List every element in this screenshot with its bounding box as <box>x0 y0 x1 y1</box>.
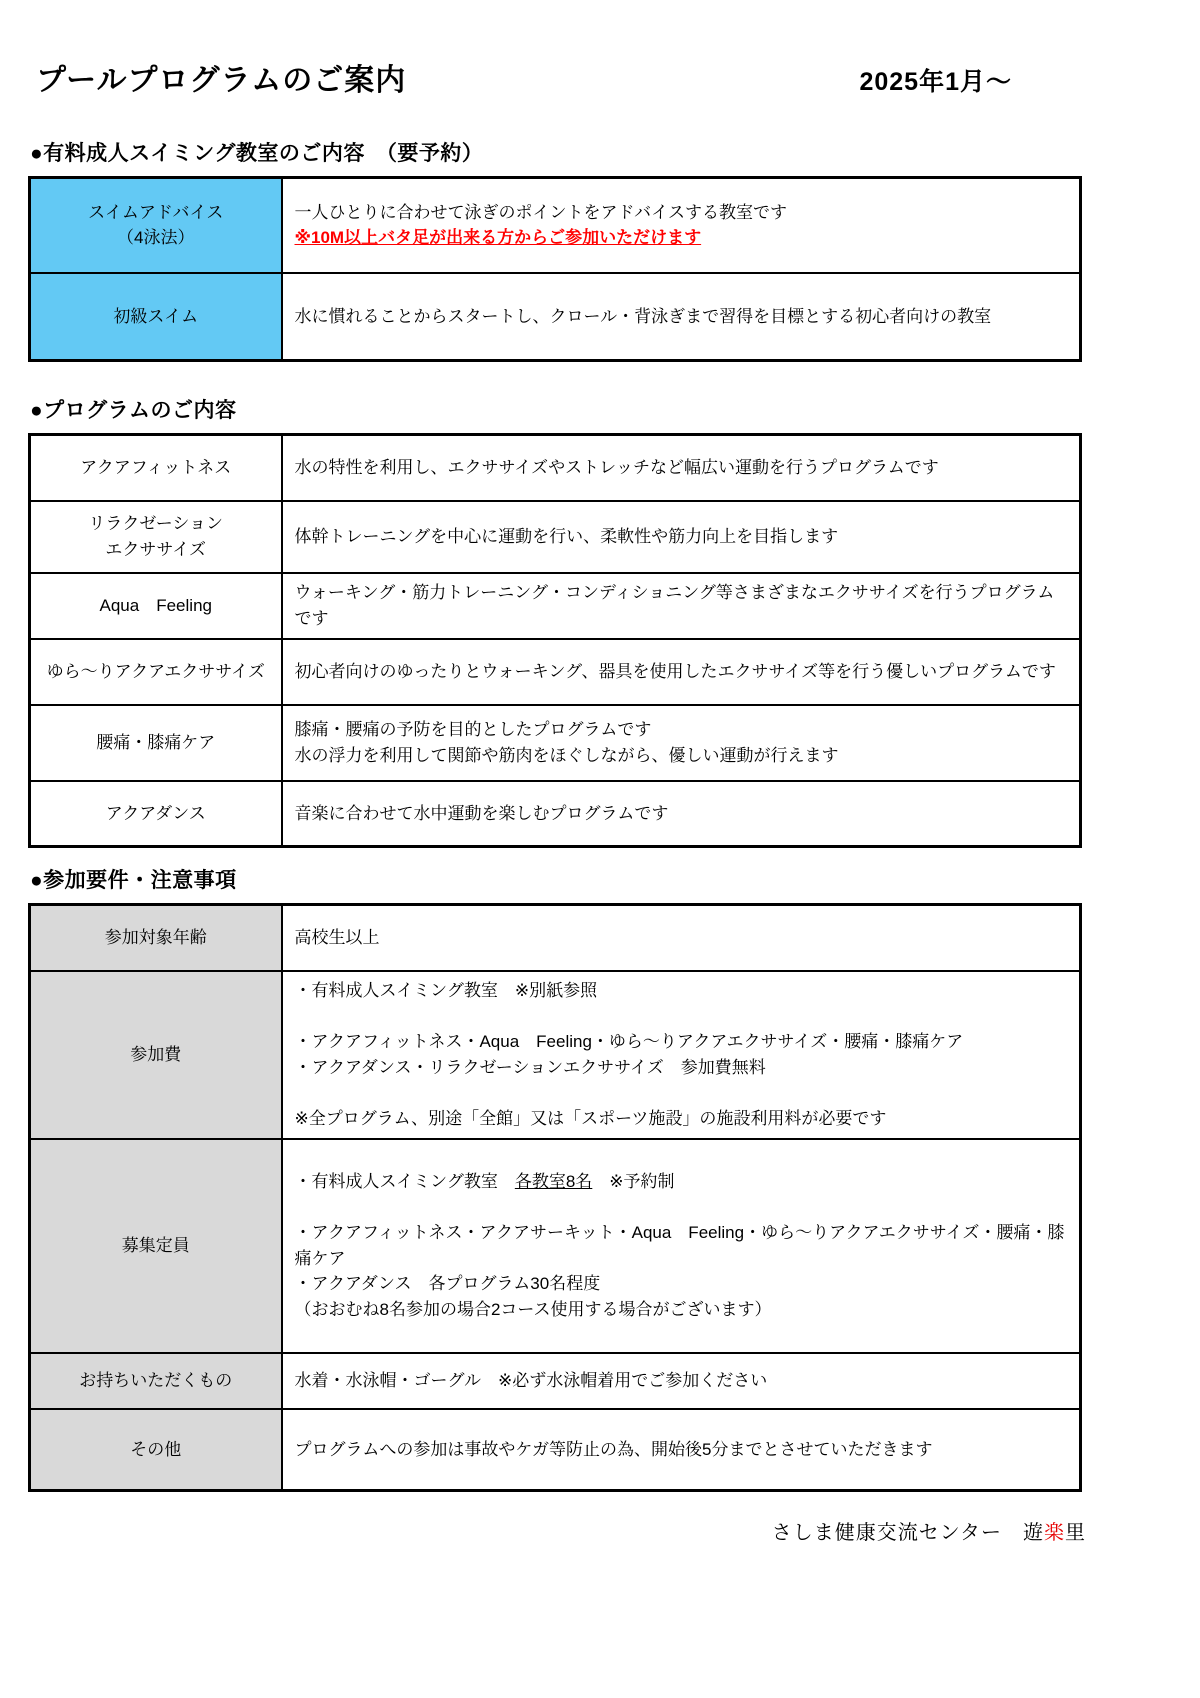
section-heading-swim-classes: ●有料成人スイミング教室のご内容 （要予約） <box>30 142 484 165</box>
program-name-cell: ゆら～りアクアエクササイズ <box>30 639 282 705</box>
requirement-label-cell: お持ちいただくもの <box>30 1353 282 1409</box>
program-desc-line: 一人ひとりに合わせて泳ぎのポイントをアドバイスする教室です <box>294 202 787 222</box>
program-name-cell: アクアフィットネス <box>30 435 282 501</box>
requirement-desc-cell <box>282 1139 1081 1353</box>
red-requirement-note: ※10M以上バタ足が出来る方からご参加いただけます <box>294 228 702 248</box>
program-name-line: エクササイズ <box>105 539 207 559</box>
program-name-cell: Aqua Feeling <box>30 573 282 639</box>
requirement-desc-cell: プログラムへの参加は事故やケガ等防止の為、開始後5分までとさせていただきます <box>282 1409 1081 1491</box>
requirement-label-cell: 参加費 <box>30 971 282 1139</box>
fee-group-facility-note <box>295 1106 1068 1132</box>
capacity-group-swim <box>295 1169 1068 1195</box>
facility-name-suffix: 里 <box>1065 1522 1086 1544</box>
table-row <box>30 1353 1081 1409</box>
facility-name: さしま健康交流センター 遊 <box>771 1522 1044 1544</box>
program-name-line: （4泳法） <box>117 228 195 248</box>
program-desc-cell: 水の特性を利用し、エクササイズやストレッチなど幅広い運動を行うプログラムです <box>282 435 1081 501</box>
capacity-underlined-count: 各教室8名 <box>514 1171 593 1191</box>
table-row <box>30 435 1081 501</box>
capacity-line: ・アクアダンス 各プログラム30名程度 <box>294 1274 601 1294</box>
requirements-table <box>28 903 1082 1492</box>
program-name-cell: アクアダンス <box>30 781 282 847</box>
fee-line: ・アクアダンス・リラクゼーションエクササイズ 参加費無料 <box>294 1057 766 1077</box>
fee-line: ・アクアフィットネス・Aqua Feeling・ゆら～りアクアエクササイズ・腰痛・膝痛ケア <box>294 1032 964 1051</box>
program-name-cell <box>30 501 282 573</box>
program-desc-line: 水の浮力を利用して関節や筋肉をほぐしながら、優しい運動が行えます <box>294 745 839 765</box>
program-name-cell: 腰痛・膝痛ケア <box>30 705 282 781</box>
program-desc-cell: 音楽に合わせて水中運動を楽しむプログラムです <box>282 781 1081 847</box>
fee-group-free-programs <box>295 1029 1068 1080</box>
capacity-line-suffix: ※予約制 <box>592 1171 675 1191</box>
requirement-desc-cell: 水着・水泳帽・ゴーグル ※必ず水泳帽着用でご参加ください <box>282 1353 1081 1409</box>
header <box>0 0 1200 99</box>
capacity-note-line: （おおむね8名参加の場合2コース使用する場合がございます） <box>294 1299 772 1319</box>
capacity-line: ・アクアフィットネス・アクアサーキット・Aqua Feeling・ゆら～りアクアエクササイズ・腰痛・膝痛ケア <box>294 1223 1065 1268</box>
capacity-group-programs <box>295 1220 1068 1322</box>
program-desc-cell <box>282 705 1081 781</box>
requirement-label-cell: 参加対象年齢 <box>30 905 282 971</box>
facility-name-red-char: 楽 <box>1044 1522 1065 1544</box>
table-row <box>30 639 1081 705</box>
requirement-desc-cell: 高校生以上 <box>282 905 1081 971</box>
capacity-line-prefix: ・有料成人スイミング教室 <box>294 1171 515 1191</box>
effective-date: 2025年1月～ <box>859 68 1012 96</box>
fee-group-swim <box>295 978 1068 1004</box>
table-row <box>30 705 1081 781</box>
table-row <box>30 178 1081 273</box>
table-row <box>30 905 1081 971</box>
program-name-line: スイムアドバイス <box>88 202 224 222</box>
program-desc-cell: 初心者向けのゆったりとウォーキング、器具を使用したエクササイズ等を行う優しいプログラムです <box>282 639 1081 705</box>
footer <box>0 1516 1200 1545</box>
section-heading-programs: ●プログラムのご内容 <box>30 399 237 422</box>
fee-line: ・有料成人スイミング教室 ※別紙参照 <box>294 980 598 1000</box>
table-row <box>30 971 1081 1139</box>
table-row <box>30 1139 1081 1353</box>
table-row <box>30 781 1081 847</box>
program-desc-cell: 水に慣れることからスタートし、クロール・背泳ぎまで習得を目標とする初心者向けの教室 <box>282 273 1081 361</box>
program-desc-line: 膝痛・腰痛の予防を目的としたプログラムです <box>294 720 652 739</box>
section-heading-requirements: ●参加要件・注意事項 <box>30 869 237 892</box>
program-name-line: リラクゼーション <box>88 514 224 533</box>
program-desc-cell <box>282 178 1081 273</box>
requirement-label-cell: 募集定員 <box>30 1139 282 1353</box>
requirement-label-cell: その他 <box>30 1409 282 1491</box>
fee-note-line: ※全プログラム、別途「全館」又は「スポーツ施設」の施設利用料が必要です <box>294 1109 887 1128</box>
program-table <box>28 433 1082 848</box>
requirement-desc-cell <box>282 971 1081 1139</box>
swim-class-table <box>28 176 1082 362</box>
program-desc-cell: 体幹トレーニングを中心に運動を行い、柔軟性や筋力向上を目指します <box>282 501 1081 573</box>
program-desc-cell: ウォーキング・筋力トレーニング・コンディショニング等さまざまなエクササイズを行うプログラムです <box>282 573 1081 639</box>
table-row <box>30 501 1081 573</box>
program-name-cell: 初級スイム <box>30 273 282 361</box>
table-row <box>30 1409 1081 1491</box>
table-row <box>30 273 1081 361</box>
page-title: プールプログラムのご案内 <box>36 64 407 97</box>
table-row <box>30 573 1081 639</box>
program-name-cell <box>30 178 282 273</box>
